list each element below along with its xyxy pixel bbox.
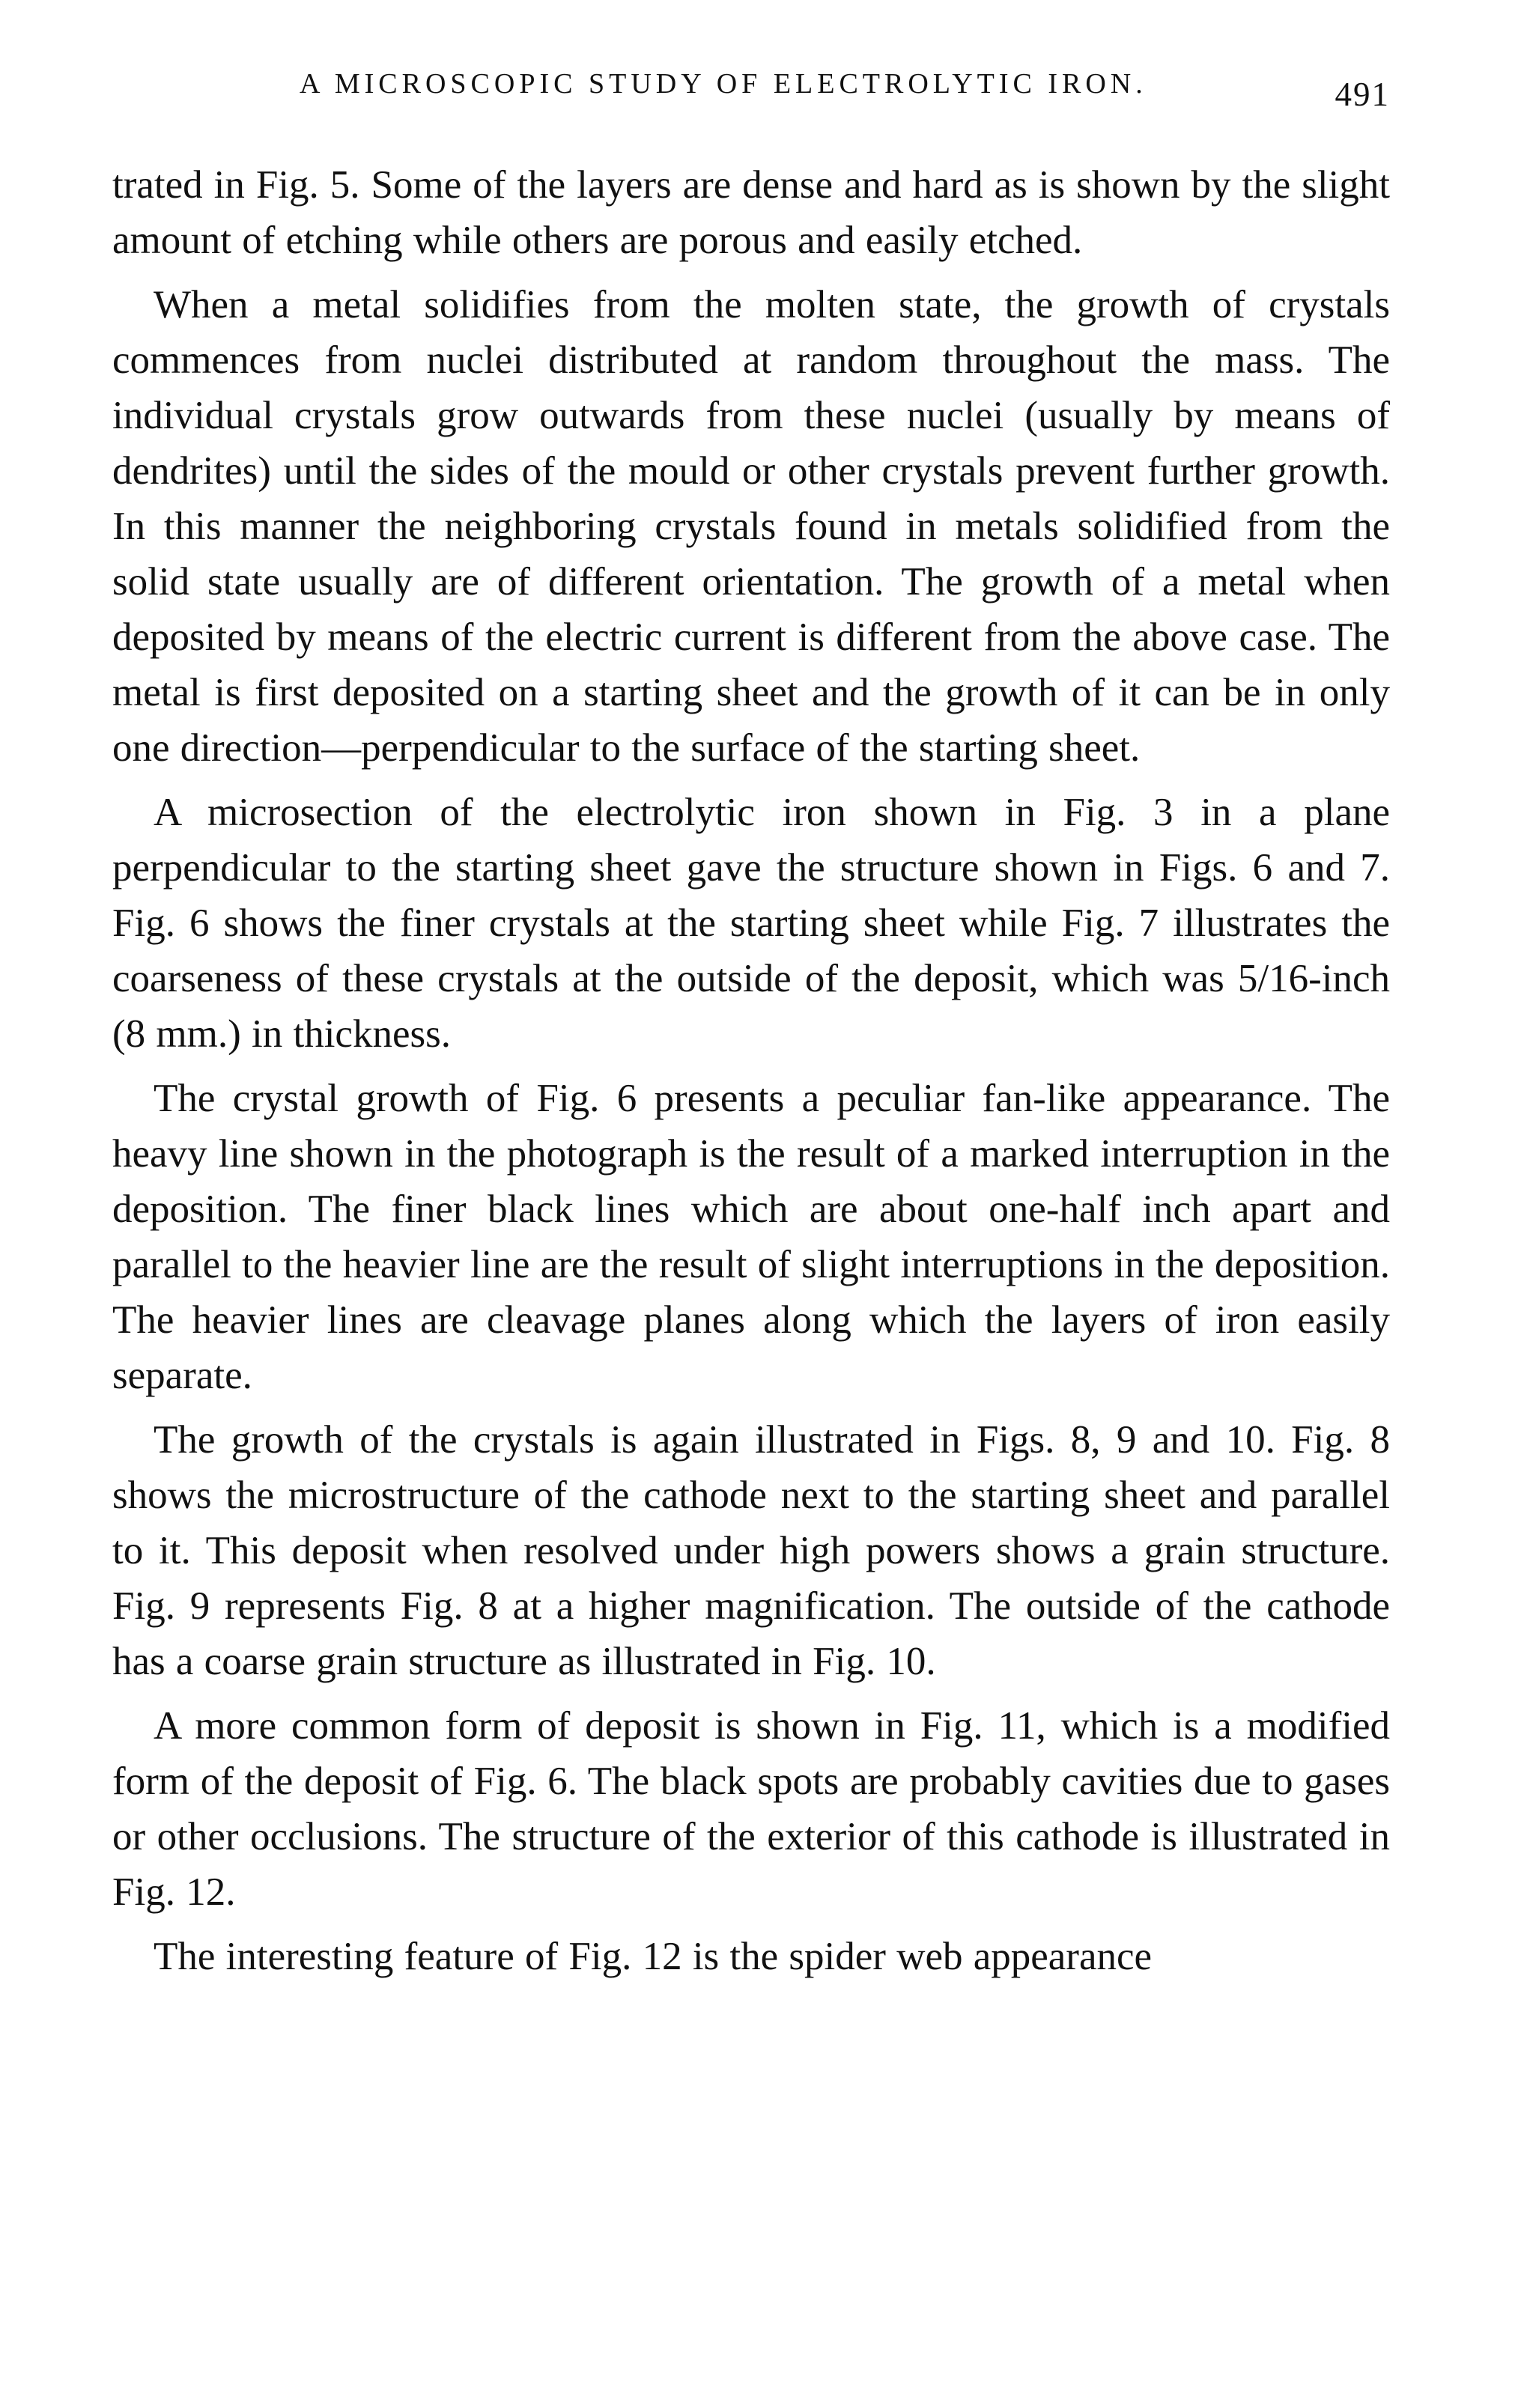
book-page (112, 67, 1390, 1993)
paragraph-fan-like-growth: The crystal growth of Fig. 6 presents a peculiar fan-like appearance. The heavy line shown in the photograph is the result of a marked interruption in the deposition. The finer black lines which are about one-half inch apart and parallel to the heavier line are the result of slight interruptions in the deposition. The heavier lines are cleavage planes along which the layers of iron easily separate. (112, 1077, 1390, 1397)
paragraph-common-deposit: A more common form of deposit is shown in Fig. 11, which is a modified form of the deposit of Fig. 6. The black spots are probably cavities due to gases or other occlusions. The structure of the exterior of this cathode is illustrated in Fig. 12. (112, 1704, 1390, 1914)
running-title: A MICROSCOPIC STUDY OF ELECTROLYTIC IRON. (300, 68, 1147, 100)
paragraph-figs-8-9-10: The growth of the crystals is again illustrated in Figs. 8, 9 and 10. Fig. 8 shows the microstructure of the cathode next to the starting sheet and parallel to it. This deposit when resolved under high powers shows a grain structure. Fig. 9 represents Fig. 8 at a higher magnification. The outside of the cathode has a coarse grain structure as illustrated in Fig. 10. (112, 1418, 1390, 1683)
running-head (112, 67, 1390, 127)
page-number: 491 (1335, 76, 1390, 113)
paragraph-spider-web: The interesting feature of Fig. 12 is the spider web appearance (154, 1935, 1153, 1978)
paragraph-microsection: A microsection of the electrolytic iron shown in Fig. 3 in a plane perpendicular to the starting sheet gave the structure shown in Figs. 6 and 7. Fig. 6 shows the finer crystals at the starting sheet while Fig. 7 illustrates the coarseness of these crystals at the outside of the deposit, which was 5/16-inch (8 mm.) in thickness. (112, 791, 1390, 1056)
paragraph-continued: trated in Fig. 5. Some of the layers are dense and hard as is shown by the slight amount of etching while others are porous and easily etched. (112, 163, 1390, 262)
body-text (112, 157, 1390, 1984)
paragraph-solidification: When a metal solidifies from the molten state, the growth of crystals commences from nuclei distributed at random throughout the mass. The individual crystals grow outwards from these nuclei (usually by means of dendrites) until the sides of the mould or other crystals prevent further growth. In this manner the neighboring crystals found in metals solidified from the solid state usually are of different orientation. The growth of a metal when deposited by means of the electric current is different from the above case. The metal is first deposited on a starting sheet and the growth of it can be in only one direction—perpendicular to the surface of the starting sheet. (112, 283, 1390, 770)
